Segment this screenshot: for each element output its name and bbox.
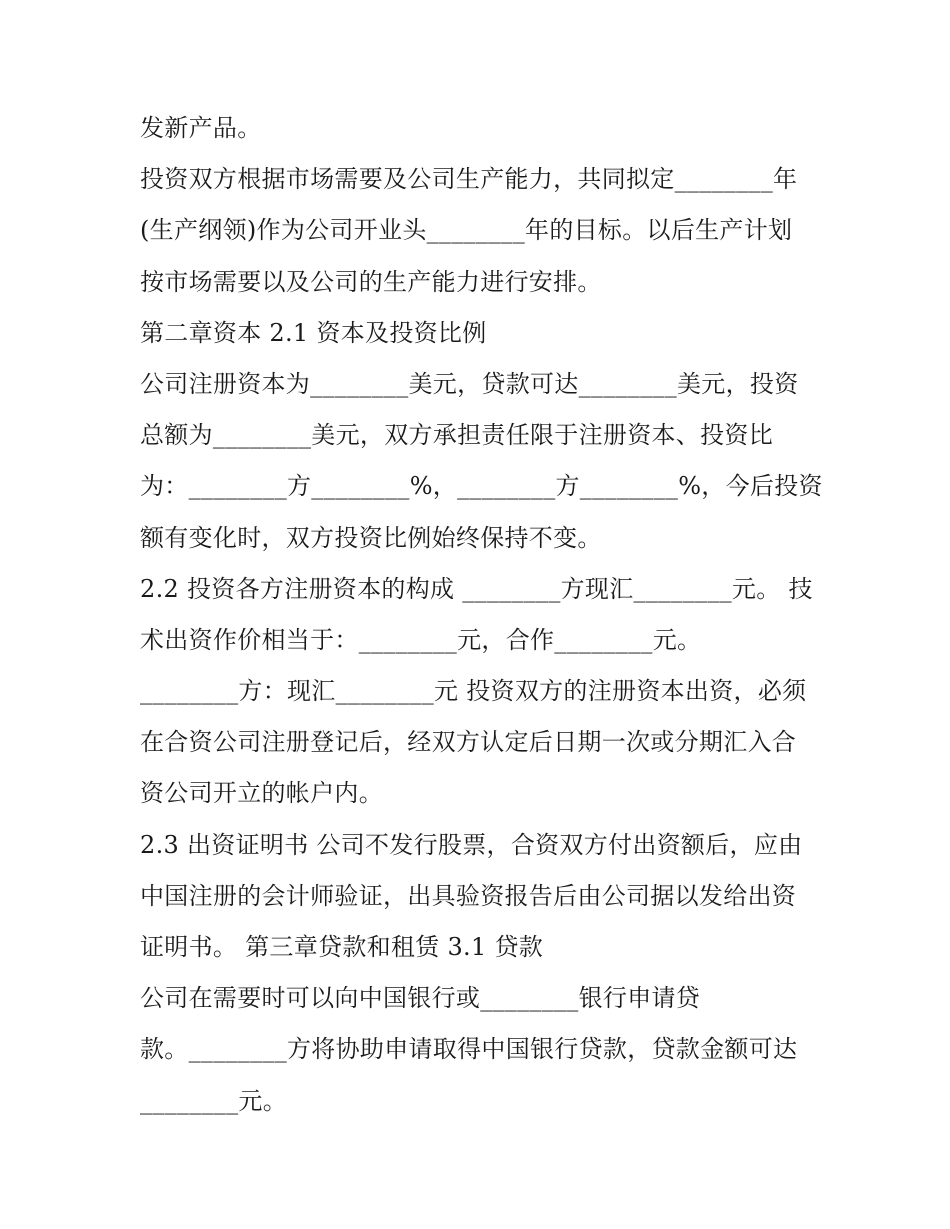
text-line: ________方：现汇________元 投资双方的注册资本出资，必须 (140, 677, 807, 706)
text-line: 证明书。 第三章贷款和租赁 3.1 贷款 (140, 933, 544, 961)
text-line: 2.2 投资各方注册资本的构成 ________方现汇________元。 技 (140, 574, 813, 603)
text-line: 为：________方________%，________方________%，今后投资 (140, 472, 823, 501)
text-line: 按市场需要以及公司的生产能力进行安排。 (140, 267, 602, 296)
document-body (140, 103, 823, 1127)
text-line: 中国注册的会计师验证，出具验资报告后由公司据以发给出资 (140, 881, 797, 910)
text-line: 资公司开立的帐户内。 (140, 779, 383, 808)
chapter-heading: 第二章资本 2.1 资本及投资比例 (140, 318, 487, 347)
text-line: 总额为________美元，双方承担责任限于注册资本、投资比 (140, 421, 773, 450)
text-line: 在合资公司注册登记后，经双方认定后日期一次或分期汇入合 (140, 728, 797, 757)
text-line: 术出资作价相当于：________元，合作________元。 (140, 625, 702, 654)
text-line: 公司注册资本为________美元，贷款可达________美元，投资 (140, 369, 799, 398)
text-line: 投资双方根据市场需要及公司生产能力，共同拟定________年 (140, 165, 798, 194)
text-line: 额有变化时，双方投资比例始终保持不变。 (140, 523, 602, 552)
text-line: 款。________方将协助申请取得中国银行贷款，贷款金额可达 (140, 1035, 798, 1064)
text-line: 发新产品。 (140, 114, 262, 142)
text-line: 公司在需要时可以向中国银行或________银行申请贷 (140, 984, 701, 1013)
text-line: (生产纲领)作为公司开业头________年的目标。以后生产计划 (140, 216, 793, 245)
text-line: 2.3 出资证明书 公司不发行股票，合资双方付出资额后，应由 (140, 830, 803, 859)
text-line: ________元。 (140, 1086, 287, 1115)
